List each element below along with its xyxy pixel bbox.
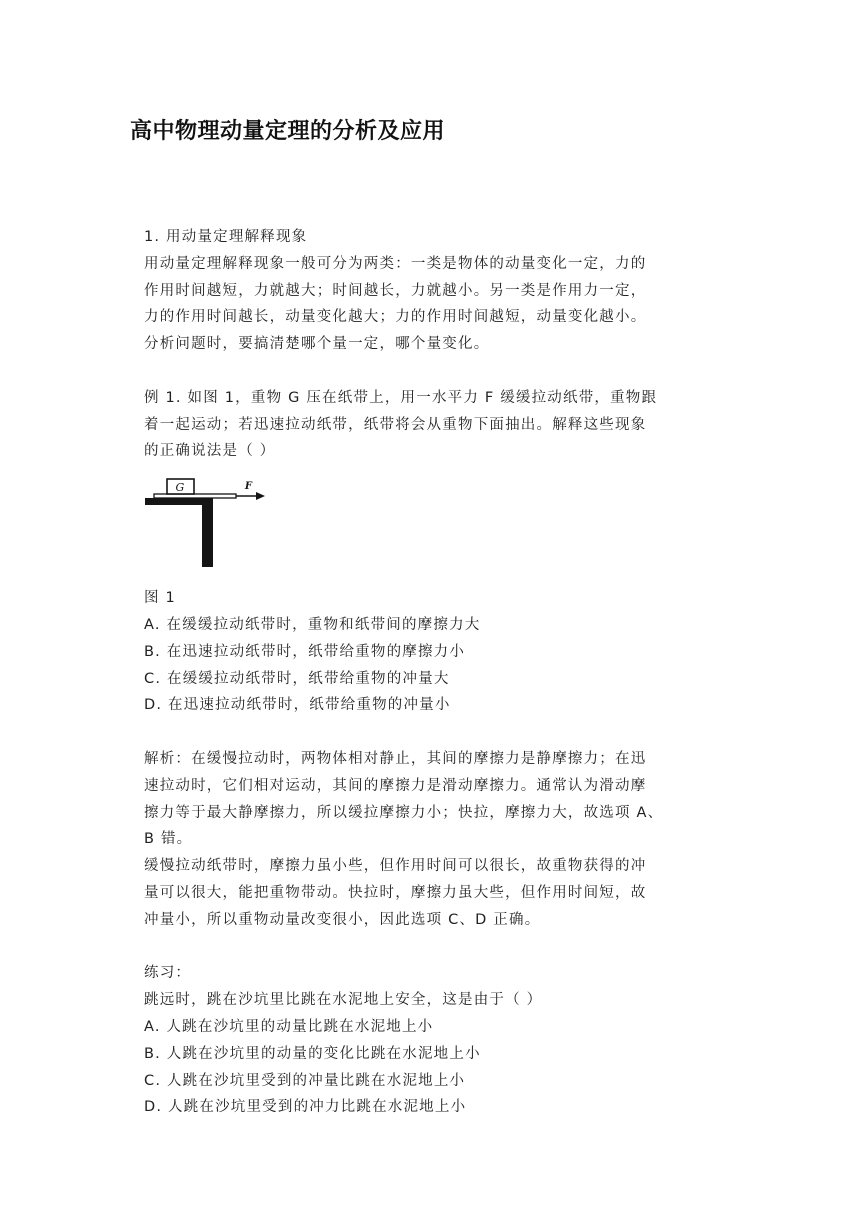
option-b: B. 在迅速拉动纸带时，纸带给重物的摩擦力小 [144,643,466,660]
example-question-line: 着一起运动；若迅速拉动纸带，纸带将会从重物下面抽出。解释这些现象 [144,416,647,433]
paragraph-line: 用动量定理解释现象一般可分为两类：一类是物体的动量变化一定，力的 [144,255,647,272]
analysis-line: 量可以很大，能把重物带动。快拉时，摩擦力虽大些，但作用时间短，故 [144,884,647,901]
figure-caption: 图 1 [144,590,176,607]
figure-1-diagram [144,475,268,567]
analysis-line: 冲量小，所以重物动量改变很小，因此选项 C、D 正确。 [144,911,541,928]
exercise-heading: 练习： [144,965,192,982]
spacer [144,358,720,385]
analysis-line: B 错。 [144,831,193,848]
document-body [144,224,720,1121]
option-a: A. 在缓缓拉动纸带时，重物和纸带间的摩擦力大 [144,616,481,633]
force-label: F [244,481,254,493]
exercise-option-a: A. 人跳在沙坑里的动量比跳在水泥地上小 [144,1018,434,1035]
paragraph-line: 力的作用时间越长，动量变化越大；力的作用时间越短，动量变化越小。 [144,309,647,326]
page-title: 高中物理动量定理的分析及应用 [130,119,446,144]
analysis-line: 解析：在缓慢拉动时，两物体相对静止，其间的摩擦力是静摩擦力；在迅 [144,750,647,767]
exercise-question: 跳远时，跳在沙坑里比跳在水泥地上安全，这是由于（ ） [144,992,543,1009]
table-bar [145,498,213,505]
option-c: C. 在缓缓拉动纸带时，纸带给重物的冲量大 [144,670,450,687]
example-question-line: 例 1. 如图 1，重物 G 压在纸带上，用一水平力 F 缓缓拉动纸带，重物跟 [144,389,658,406]
analysis-line: 速拉动时，它们相对运动，其间的摩擦力是滑动摩擦力。通常认为滑动摩 [144,777,647,794]
option-d: D. 在迅速拉动纸带时，纸带给重物的冲量小 [144,697,451,714]
paragraph-line: 分析问题时，要搞清楚哪个量一定，哪个量变化。 [144,336,490,353]
analysis-line: 缓慢拉动纸带时，摩擦力虽小些，但作用时间可以很长，故重物获得的冲 [144,858,647,875]
analysis-line: 擦力等于最大静摩擦力，所以缓拉摩擦力小；快拉，摩擦力大，故选项 A、 [144,804,664,821]
spacer [144,719,720,746]
exercise-option-d: D. 人跳在沙坑里受到的冲力比跳在水泥地上小 [144,1099,467,1116]
exercise-option-b: B. 人跳在沙坑里的动量的变化比跳在水泥地上小 [144,1045,481,1062]
section-heading: 1. 用动量定理解释现象 [144,229,308,245]
force-arrowhead-icon [256,492,265,500]
weight-label: G [175,481,186,495]
support-post [202,501,213,567]
spacer [144,934,720,961]
exercise-option-c: C. 人跳在沙坑里受到的冲量比跳在水泥地上小 [144,1072,466,1089]
paragraph-line: 作用时间越短，力就越大；时间越长，力就越小。另一类是作用力一定， [144,282,647,299]
example-question-line: 的正确说法是（ ） [144,443,276,460]
